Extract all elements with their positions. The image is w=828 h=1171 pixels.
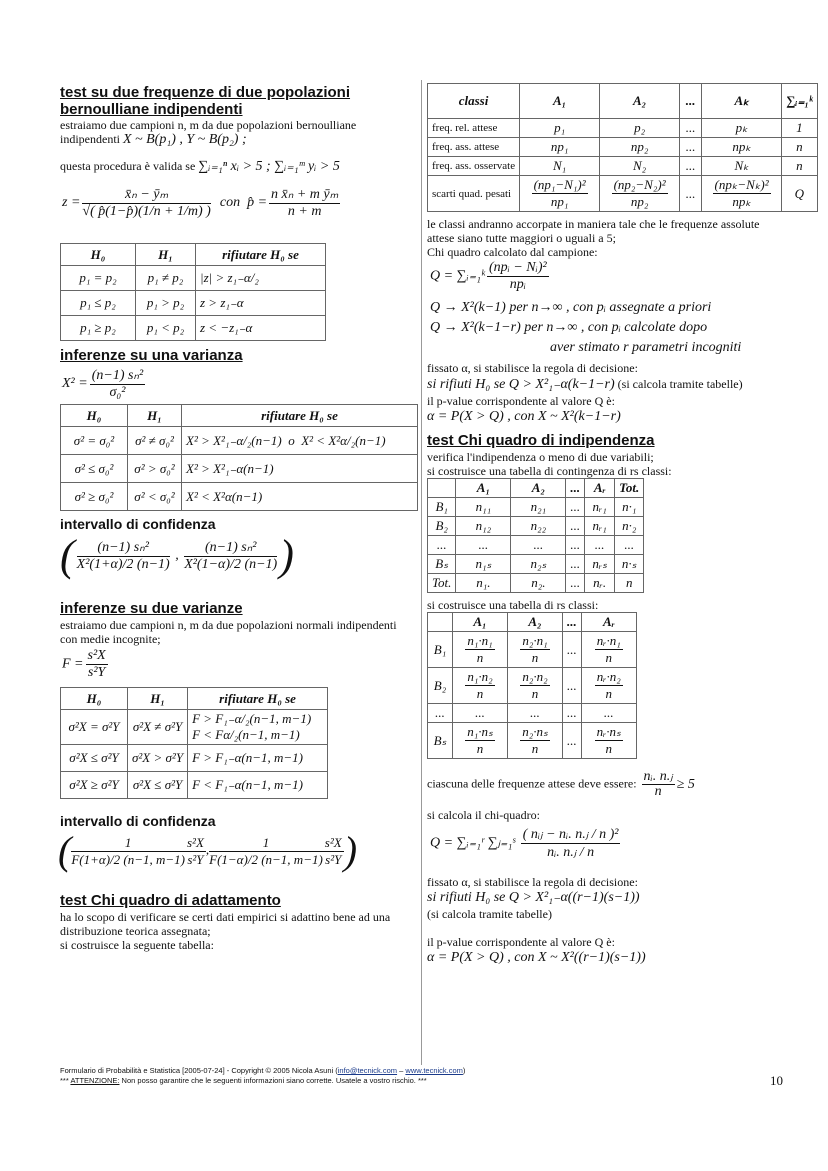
f-formula: F = $\frac{\text{s²X}}{\text{s²Y}}$ — [62, 648, 106, 680]
table-cell: A₂ — [508, 613, 563, 632]
table-row — [428, 632, 637, 668]
table-cell: ... — [680, 176, 702, 212]
table-row — [428, 668, 637, 704]
table-cell: B₁ — [428, 632, 453, 668]
table-cell: rifiutare H₀ se — [182, 405, 418, 427]
table-row — [428, 138, 818, 157]
table-cell: ... — [566, 479, 585, 498]
table-cell: σ² ≤ σ₀² — [61, 455, 128, 483]
table-cell: n·₂ — [615, 517, 644, 536]
chi-fit-notes: le classi andranno accorpate in maniera tale che le frequenze assolute attese siano tutte maggiori o uguali a 5; Chi quadro calcolato dal campione: — [427, 217, 760, 259]
table-cell: σ² ≥ σ₀² — [61, 483, 128, 511]
table-cell: $\frac{\text{nᵣ·nₛ}}{n}$ — [581, 723, 636, 759]
heading-ci-1: intervallo di confidenza — [60, 516, 216, 532]
table-row — [428, 157, 818, 176]
table-cell: Aᵣ — [585, 479, 615, 498]
table-cell: ... — [615, 536, 644, 555]
heading-one-variance: inferenze su una varianza — [60, 347, 243, 364]
chi-independence-intro: verifica l'indipendenza o meno di due variabili; si costruisce una tabella di contingenza di rs classi: — [427, 450, 672, 478]
table-cell: H₁ — [128, 688, 188, 710]
table-cell: Q — [782, 176, 817, 212]
table-row — [61, 710, 328, 745]
table-cell: rifiutare H₀ se — [188, 688, 328, 710]
table-cell: p₂ — [600, 119, 680, 138]
table-cell: p₁ = p₂ — [61, 266, 136, 291]
table-cell: ... — [566, 574, 585, 593]
footer: Formulario di Probabilità e Statistica [2005-07-24] - Copyright © 2005 Nicola Asuni (info@tecnick.com – www.tecnick.com) *** ATTENZIONE: Non posso garantire che le seguenti informazioni siano corrette. Usatele a vostro rischio. *** — [60, 1066, 466, 1085]
chi2-formula: X² = $\frac{\text{(n−1) sₙ²}}{\text{σ₀²}}$ — [62, 368, 144, 400]
table-cell: z > z₁₋α — [196, 291, 326, 316]
chi-independence-formula: Q = ∑ᵢ₌₁ʳ ∑ⱼ₌₁ˢ $\frac{\text{( nᵢⱼ − nᵢ. n.ⱼ / n )²}}{\text{nᵢ. n.ⱼ / n}}$ — [430, 827, 619, 860]
table-cell: A₂ — [511, 479, 566, 498]
table-cell: p₁ ≠ p₂ — [136, 266, 196, 291]
table-cell: n₁₂ — [456, 517, 511, 536]
table-header-row — [428, 613, 637, 632]
table-cell: ... — [563, 723, 582, 759]
table-cell: ... — [453, 704, 508, 723]
table-cell: H₀ — [61, 244, 136, 266]
table-cell: $\frac{\text{n₁·n₂}}{n}$ — [453, 668, 508, 704]
table-cell: ... — [456, 536, 511, 555]
table-cell: ... — [581, 704, 636, 723]
table-cell: B₂ — [428, 668, 453, 704]
table-cell: pₖ — [702, 119, 782, 138]
table-cell: ... — [566, 498, 585, 517]
table-cell: A₁ — [453, 613, 508, 632]
column-divider — [421, 80, 422, 1065]
table-cell: Bₛ — [428, 555, 456, 574]
table-cell: nᵣ. — [585, 574, 615, 593]
table-cell: F < F₁₋α(n−1, m−1) — [188, 772, 328, 799]
q-formula: Q = ∑ᵢ₌₁ᵏ $\frac{\text{(npᵢ − Nᵢ)²}}{\text{npᵢ}}$ — [430, 260, 547, 292]
table-cell: n₂ₛ — [511, 555, 566, 574]
rs-table-label: si costruisce una tabella di rs classi: — [427, 598, 599, 612]
table-cell: σ²X ≥ σ²Y — [61, 772, 128, 799]
table-cell: rifiutare H₀ se — [196, 244, 326, 266]
table-chi-fit — [427, 83, 818, 212]
table-cell: scarti quad. pesati — [428, 176, 520, 212]
table-row — [428, 536, 644, 555]
right-paren: ) — [279, 531, 294, 580]
table-cell — [428, 479, 456, 498]
table-cell: ... — [680, 157, 702, 176]
heading-chi-fit: test Chi quadro di adattamento — [60, 892, 281, 909]
table-cell: $\frac{\text{n₁·nₛ}}{n}$ — [453, 723, 508, 759]
table-cell: σ²X ≠ σ²Y — [128, 710, 188, 745]
table-cell: $\frac{\text{nᵣ·n₁}}{n}$ — [581, 632, 636, 668]
table-cell: n — [782, 138, 817, 157]
table-row — [428, 555, 644, 574]
heading-ci-2: intervallo di confidenza — [60, 813, 216, 829]
table-cell: $\frac{\text{(np₂−N₂)²}}{\text{np₂}}$ — [600, 176, 680, 212]
table-row — [61, 745, 328, 772]
table-cell: n·ₛ — [615, 555, 644, 574]
table-row — [428, 498, 644, 517]
intro-two-variances: estraiamo due campioni n, m da due popolazioni normali indipendenti con medie incognite; — [60, 618, 397, 646]
table-cell: X² < X²α(n−1) — [182, 483, 418, 511]
email-link[interactable]: info@tecnick.com — [337, 1066, 398, 1075]
table-cell: n·₁ — [615, 498, 644, 517]
table-cell: B₂ — [428, 517, 456, 536]
table-cell: npₖ — [702, 138, 782, 157]
table-cell: N₁ — [520, 157, 600, 176]
table-header-row — [428, 479, 644, 498]
table-cell: n₂. — [511, 574, 566, 593]
expected-condition: ciascuna delle frequenze attese deve essere: $\frac{\text{nᵢ. n.ⱼ}}{n}$ ≥ 5 — [427, 769, 695, 799]
table-cell: Aₖ — [702, 84, 782, 119]
table-cell: $\frac{\text{n₁·n₁}}{n}$ — [453, 632, 508, 668]
table-cell: ... — [563, 632, 582, 668]
table-cell: X² > X²₁₋α/₂(n−1) o X² < X²α/₂(n−1) — [182, 427, 418, 455]
table-cell: nᵣ₁ — [585, 498, 615, 517]
table-header-row — [61, 405, 418, 427]
table-cell: ... — [428, 704, 453, 723]
table-cell: H₀ — [61, 688, 128, 710]
table-header-row — [428, 84, 818, 119]
heading-chi-independence: test Chi quadro di indipendenza — [427, 432, 655, 449]
table-cell: F > F₁₋α/₂(n−1, m−1) F < Fα/₂(n−1, m−1) — [188, 710, 328, 745]
table-cell: ... — [566, 536, 585, 555]
table-cell: ... — [508, 704, 563, 723]
table-cell: A₁ — [520, 84, 600, 119]
chi-calc-label: si calcola il chi-quadro: — [427, 808, 540, 822]
ci-formula-1: ( $\frac{\text{(n−1) sₙ²}}{\text{X²(1+α)/2 (n−1)}}$ , $\frac{\text{(n−1) sₙ²}}{\text{X²(1−α)/2 (n−1)}}$ ) — [60, 531, 294, 580]
table-cell: Nₖ — [702, 157, 782, 176]
table-cell: ... — [428, 536, 456, 555]
table-cell: ... — [563, 613, 582, 632]
table-cell: H₀ — [61, 405, 128, 427]
table-cell: classi — [428, 84, 520, 119]
table-cell: freq. ass. attese — [428, 138, 520, 157]
table-expected — [427, 612, 637, 759]
table-header-row — [61, 688, 328, 710]
table-cell — [428, 613, 453, 632]
table-cell: |z| > z₁₋α/₂ — [196, 266, 326, 291]
table-two-variances — [60, 687, 328, 799]
table-cell: ... — [563, 668, 582, 704]
table-cell: $\frac{\text{n₂·n₂}}{n}$ — [508, 668, 563, 704]
table-cell: B₁ — [428, 498, 456, 517]
table-cell: n₁ₛ — [456, 555, 511, 574]
table-cell: ... — [680, 119, 702, 138]
intro-chi-fit: ha lo scopo di verificare se certi dati empirici si adattino bene ad una distribuzione teorica assegnata; si costruisce la seguente tabella: — [60, 910, 391, 952]
table-cell: σ² > σ₀² — [128, 455, 182, 483]
table-row — [61, 455, 418, 483]
table-cell: freq. rel. attese — [428, 119, 520, 138]
table-cell: ∑ᵢ₌₁ᵏ — [782, 84, 817, 119]
table-header-row — [61, 244, 326, 266]
table-row — [61, 291, 326, 316]
table-contingency — [427, 478, 644, 593]
table-cell: Aᵣ — [581, 613, 636, 632]
table-cell: X² > X²₁₋α(n−1) — [182, 455, 418, 483]
table-cell: H₁ — [128, 405, 182, 427]
table-cell: np₁ — [520, 138, 600, 157]
table-cell: p₁ ≥ p₂ — [61, 316, 136, 341]
heading-bernoulli: test su due frequenze di due popolazioni bernoulliane indipendenti — [60, 84, 351, 118]
table-cell: $\frac{\text{(np₁−N₁)²}}{\text{np₁}}$ — [520, 176, 600, 212]
intro-bernoulli: estraiamo due campioni n, m da due popolazioni bernoulliane indipendenti X ~ B(p₁) , Y ~ B(p₂) ; questa procedura è valida se ∑ᵢ₌₁ⁿ xᵢ > 5 ; ∑ᵢ₌₁ᵐ yᵢ > 5 — [60, 118, 357, 174]
table-cell: Tot. — [428, 574, 456, 593]
table-cell: N₂ — [600, 157, 680, 176]
q-distribution: Q → X²(k−1) per n→∞ , con pᵢ assegnate a priori Q → X²(k−1−r) per n→∞ , con pᵢ calcolate dopo aver stimato r parametri incogniti — [430, 300, 742, 355]
table-row — [428, 704, 637, 723]
table-cell: n₁₁ — [456, 498, 511, 517]
table-cell: ... — [566, 555, 585, 574]
table-bernoulli — [60, 243, 326, 341]
z-formula: z = $\frac{\text{x̄ₙ − ȳₘ}}{√( p̂(1-p̂)(1/n + 1/m) )}$ con p̂ = $\frac{\text{n x̄ₙ + m ȳₘ}}{n + m}$ — [62, 187, 339, 219]
table-cell: σ² ≠ σ₀² — [128, 427, 182, 455]
table-cell: σ² = σ₀² — [61, 427, 128, 455]
table-row — [428, 176, 818, 212]
table-cell: np₂ — [600, 138, 680, 157]
table-cell: Bₛ — [428, 723, 453, 759]
table-cell: nᵣₛ — [585, 555, 615, 574]
table-cell: F > F₁₋α(n−1, m−1) — [188, 745, 328, 772]
table-cell: $\frac{\text{n₂·nₛ}}{n}$ — [508, 723, 563, 759]
table-row — [61, 266, 326, 291]
table-cell: p₁ < p₂ — [136, 316, 196, 341]
page-number: 10 — [770, 1073, 783, 1088]
table-cell: A₁ — [456, 479, 511, 498]
left-paren: ( — [58, 828, 72, 873]
table-row — [428, 119, 818, 138]
ci-formula-2: ( $\frac{1}{F(1+\alpha)/2 (n-1, m-1)}$ $\frac{\text{s²X}}{\text{s²Y}}$ , $\frac{1}{F(1-\alpha)/2 (n-1, m-1)}$ $\frac{\text{s²X}}{\text{s²Y}}$ ) — [58, 828, 358, 873]
table-row — [61, 427, 418, 455]
table-cell: $\frac{\text{nᵣ·n₂}}{n}$ — [581, 668, 636, 704]
table-row — [61, 316, 326, 341]
table-cell: ... — [511, 536, 566, 555]
table-cell: ... — [566, 517, 585, 536]
table-cell: $\frac{\text{(npₖ−Nₖ)²}}{\text{npₖ}}$ — [702, 176, 782, 212]
table-row — [428, 517, 644, 536]
table-cell: p₁ ≤ p₂ — [61, 291, 136, 316]
table-cell: σ²X > σ²Y — [128, 745, 188, 772]
table-cell: ... — [680, 84, 702, 119]
table-cell: ... — [680, 138, 702, 157]
table-cell: n — [615, 574, 644, 593]
table-row — [428, 723, 637, 759]
table-row — [61, 483, 418, 511]
table-row — [61, 772, 328, 799]
table-cell: z < −z₁₋α — [196, 316, 326, 341]
table-row — [428, 574, 644, 593]
table-cell: p₁ — [520, 119, 600, 138]
table-cell: ... — [585, 536, 615, 555]
table-cell: n — [782, 157, 817, 176]
table-cell: p₁ > p₂ — [136, 291, 196, 316]
table-cell: $\frac{\text{n₂·n₁}}{n}$ — [508, 632, 563, 668]
table-cell: n₂₁ — [511, 498, 566, 517]
table-cell: σ²X = σ²Y — [61, 710, 128, 745]
chi-independence-decision: fissato α, si stabilisce la regola di decisione: si rifiuti H₀ se Q > X²₁₋α((r−1)(s−1)) (si calcola tramite tabelle) il p-value corrispondente al valore Q è: α = P(X > Q) , con X ~ X²((r−1)(s−1)) — [427, 875, 646, 965]
website-link[interactable]: www.tecnick.com — [405, 1066, 463, 1075]
table-cell: σ²X ≤ σ²Y — [61, 745, 128, 772]
table-cell: n₂₂ — [511, 517, 566, 536]
table-cell: n₁. — [456, 574, 511, 593]
heading-two-variances: inferenze su due varianze — [60, 600, 243, 617]
left-paren: ( — [60, 531, 75, 580]
table-cell: A₂ — [600, 84, 680, 119]
table-cell: H₁ — [136, 244, 196, 266]
table-cell: Tot. — [615, 479, 644, 498]
table-cell: 1 — [782, 119, 817, 138]
table-cell: ... — [563, 704, 582, 723]
right-paren: ) — [343, 828, 358, 873]
table-one-variance — [60, 404, 418, 511]
table-cell: σ² < σ₀² — [128, 483, 182, 511]
table-cell: nᵣ₁ — [585, 517, 615, 536]
chi-fit-decision: fissato α, si stabilisce la regola di decisione: si rifiuti H₀ se Q > X²₁₋α(k−1−r) (si calcola tramite tabelle) il p-value corrispondente al valore Q è: α = P(X > Q) , con X ~ X²(k−1−r) — [427, 361, 743, 424]
table-cell: freq. ass. osservate — [428, 157, 520, 176]
table-cell: σ²X ≤ σ²Y — [128, 772, 188, 799]
